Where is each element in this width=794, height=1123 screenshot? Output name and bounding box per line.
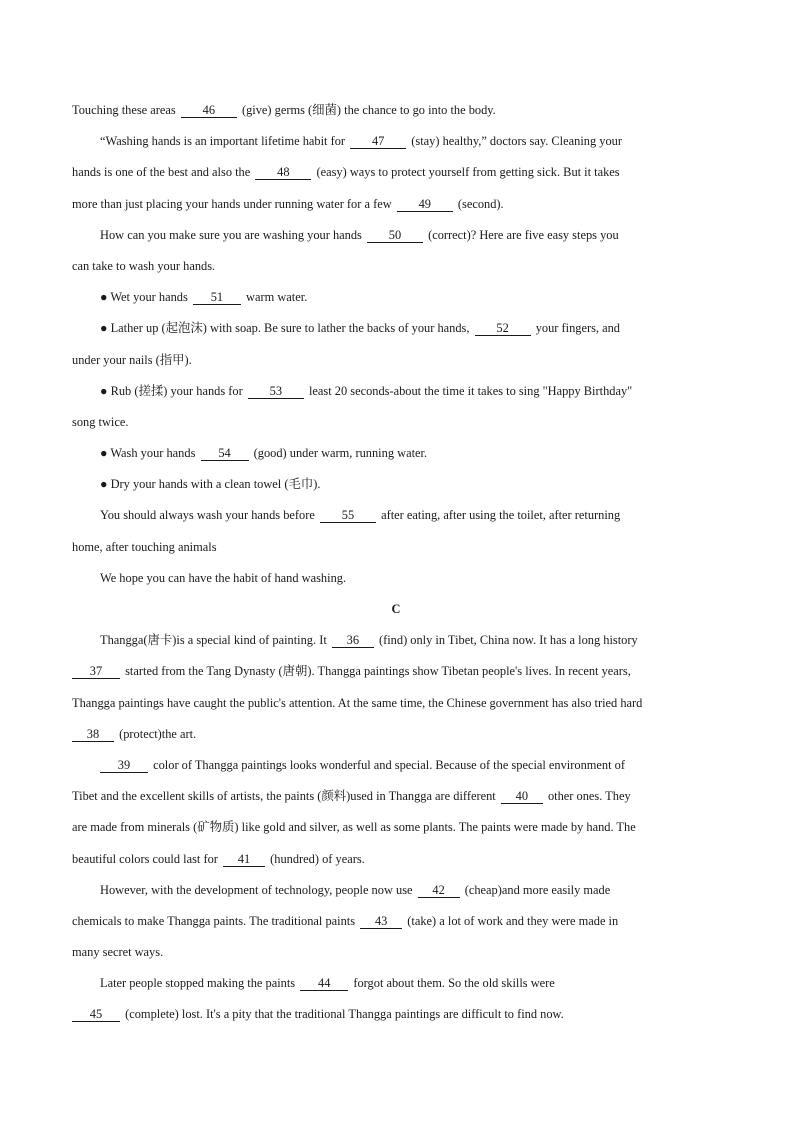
line-q45 [72,1003,720,1034]
blank-50[interactable]: 50 [367,229,423,243]
text: (easy) ways to protect yourself from getting sick. But it takes [316,165,620,180]
line-text: ● Dry your hands with a clean towel (毛巾). [100,477,321,492]
blank-54[interactable]: 54 [201,447,249,461]
text: (correct)? Here are five easy steps you [428,227,619,242]
line-q47 [72,130,720,161]
blank-37[interactable]: 37 [72,665,120,679]
text: after eating, after using the toilet, after returning [381,508,621,523]
blank-39[interactable]: 39 [100,759,148,773]
line-q36 [72,629,720,660]
text: (find) only in Tibet, China now. It has a long history [378,633,638,648]
text: “Washing hands is an important lifetime habit for [100,134,346,149]
text: chemicals to make Thangga paints. The traditional paints [72,913,356,928]
line-text: under your nails (指甲). [72,352,192,367]
text: started from the Tang Dynasty (唐朝). Thangga paintings show Tibetan people's lives. In recent years, [125,664,631,679]
line-q39 [72,754,720,785]
line-text: many secret ways. [72,945,164,960]
line-q52 [72,317,720,348]
text: (give) germs (细菌) the chance to go into the body. [241,103,496,117]
text: How can you make sure you are washing your hands [100,227,362,242]
text: warm water. [246,290,308,305]
text: more than just placing your hands under running water for a few [72,196,392,211]
blank-40[interactable]: 40 [501,790,543,804]
text: (second). [457,196,504,211]
text: ● Rub (搓揉) your hands for [100,383,243,398]
text: (hundred) of years. [270,851,365,866]
text: beautiful colors could last for [72,851,218,866]
text: (complete) lost. It's a pity that the traditional Thangga paintings are difficult to find now. [125,1007,564,1022]
line-q48 [72,161,720,192]
line-text: can take to wash your hands. [72,258,216,273]
line-q51 [72,286,720,317]
line-text: We hope you can have the habit of hand washing. [100,570,347,585]
text: (protect)the art. [119,726,197,741]
blank-38[interactable]: 38 [72,728,114,742]
line-q43 [72,910,720,941]
text: (take) a lot of work and they were made in [407,913,619,928]
text: hands is one of the best and also the [72,165,251,180]
text: Tibet and the excellent skills of artists, the paints (颜料)used in Thangga are different [72,789,496,804]
line-text: song twice. [72,414,129,429]
text: You should always wash your hands before [100,508,315,523]
text: least 20 seconds-about the time it takes to sing "Happy Birthday" [308,383,633,398]
text: color of Thangga paintings looks wonderful and special. Because of the special environment of [153,757,625,772]
text: (good) under warm, running water. [253,446,428,461]
blank-42[interactable]: 42 [418,884,460,898]
blank-43[interactable]: 43 [360,915,402,929]
text: ● Wet your hands [100,290,188,305]
blank-53[interactable]: 53 [248,385,304,399]
line-q54 [72,442,720,473]
line-text: home, after touching animals [72,539,217,554]
blank-41[interactable]: 41 [223,853,265,867]
text: other ones. They [547,789,631,804]
line-q41 [72,848,720,879]
line-q50 [72,224,720,255]
text: ● Wash your hands [100,446,196,461]
line-q46 [72,99,720,130]
blank-52[interactable]: 52 [475,322,531,336]
line-q40 [72,785,720,816]
blank-46[interactable]: 46 [181,104,237,118]
text: (cheap)and more easily made [464,882,611,897]
line-q44 [72,972,720,1003]
text: Later people stopped making the paints [100,976,296,991]
line-q42 [72,879,720,910]
text: forgot about them. So the old skills were [353,976,555,991]
line-q53 [72,380,720,411]
line-q55 [72,504,720,535]
section-heading: C [391,602,401,616]
line-q37 [72,660,720,691]
blank-48[interactable]: 48 [255,166,311,180]
text: Touching these areas [72,103,176,117]
blank-55[interactable]: 55 [320,509,376,523]
blank-45[interactable]: 45 [72,1008,120,1022]
blank-47[interactable]: 47 [350,135,406,149]
text: (stay) healthy,” doctors say. Cleaning your [411,134,622,149]
blank-51[interactable]: 51 [193,291,241,305]
line-text: Thangga paintings have caught the public's attention. At the same time, the Chinese government has also tried hard [72,695,643,710]
blank-49[interactable]: 49 [397,198,453,212]
text: Thangga(唐卡)is a special kind of painting. It [100,633,327,648]
blank-44[interactable]: 44 [300,977,348,991]
blank-36[interactable]: 36 [332,634,374,648]
line-q38 [72,723,720,754]
text: your fingers, and [535,321,621,336]
text: However, with the development of technology, people now use [100,882,413,897]
text: ● Lather up (起泡沫) with soap. Be sure to lather the backs of your hands, [100,321,470,336]
line-text: are made from minerals (矿物质) like gold and silver, as well as some plants. The paints were made by hand. The [72,820,636,835]
document-body [72,99,720,1035]
line-q49 [72,193,720,224]
